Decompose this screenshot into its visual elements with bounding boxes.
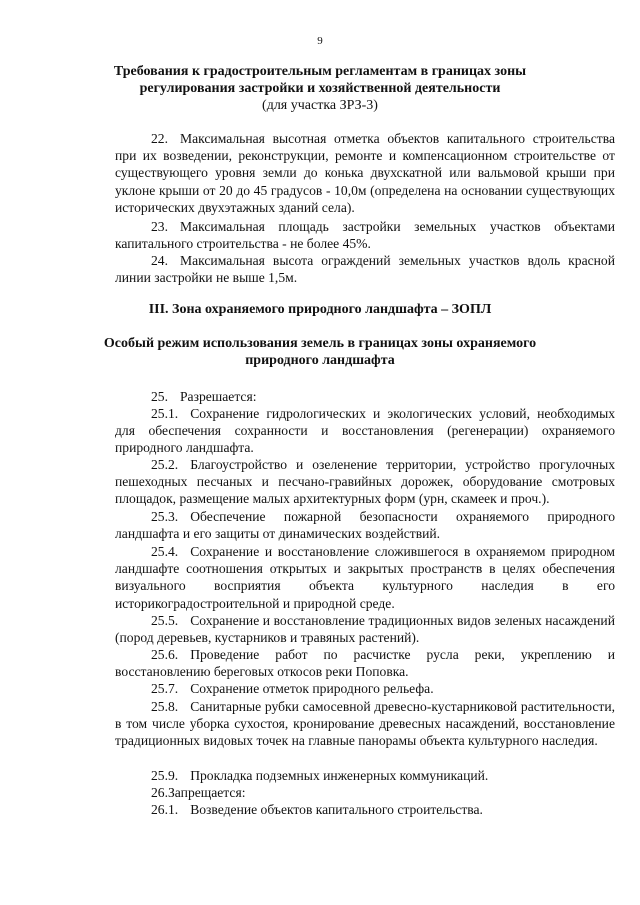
paragraph-25-5 xyxy=(115,612,615,646)
paragraph-text: Благоустройство и озеленение территории, устройство прогулочных пешеходных песчаных и песчано-гравийных дорожек, оборудование смотровых площадок, размещение малых архитектурных форм (урн, скамеек и проч.). xyxy=(115,457,615,507)
paragraph-number: 24. xyxy=(151,253,168,268)
paragraph-25-4 xyxy=(115,543,615,612)
paragraph-text: Максимальная высотная отметка объектов капитального строительства при их возведении, реконструкции, ремонте и компенсационном строительстве от существующего уровня земли до конька двухскатной или вальмовой крыши при уклоне крыши от 20 до 45 градусов - 10,0м (определена на основании существующих исторических двухэтажных зданий села). xyxy=(115,131,615,215)
section-title-line-2: регулирования застройки и хозяйственной деятельности xyxy=(139,81,501,96)
paragraph-25-9 xyxy=(115,767,615,784)
paragraph-text: Сохранение и восстановление сложившегося в охраняемом природном ландшафте соотношения открытых и закрытых пространств в целях обеспечения визуального восприятия объекта культурного наследия в его историкоградостроительной и природной среде. xyxy=(115,544,615,611)
paragraph-25-6 xyxy=(115,646,615,680)
paragraph-26 xyxy=(115,784,615,801)
paragraph-number: 23. xyxy=(151,219,168,234)
paragraph-number: 25.1. xyxy=(151,406,179,421)
page-number: 9 xyxy=(317,35,323,47)
paragraph-text: Обеспечение пожарной безопасности охраняемого природного ландшафта и его защиты от динамических воздействий. xyxy=(115,509,615,542)
paragraph-text: Прокладка подземных инженерных коммуникаций. xyxy=(190,768,489,783)
paragraph-25-7 xyxy=(115,680,615,697)
paragraph-number: 25.8. xyxy=(151,699,179,714)
paragraph-23 xyxy=(115,218,615,252)
paragraph-25-8 xyxy=(115,698,615,750)
zone-subtitle-line-1: Особый режим использования земель в границах зоны охраняемого xyxy=(103,336,537,351)
paragraph-text: Проведение работ по расчистке русла реки, укреплению и восстановлению береговых откосов реки Поповка. xyxy=(115,647,615,680)
paragraph-text: Сохранение и восстановление традиционных видов зеленых насаждений (пород деревьев, кустарников и травяных растений). xyxy=(115,613,615,646)
paragraph-26-1 xyxy=(115,801,615,818)
paragraph-number: 25.2. xyxy=(151,457,179,472)
section-subtitle: (для участка ЗРЗ-3) xyxy=(262,98,378,113)
paragraph-number: 25.9. xyxy=(151,768,179,783)
paragraph-text: Сохранение отметок природного рельефа. xyxy=(190,681,434,696)
paragraph-number: 25.3. xyxy=(151,509,179,524)
paragraph-text: Максимальная высота ограждений земельных участков вдоль красной линии застройки не выше 1,5м. xyxy=(115,253,615,286)
paragraph-text: Санитарные рубки самосевной древесно-кустарниковой растительности, в том числе уборка сухостоя, кронирование древесных насаждений, восстановление традиционных видовых точек на главные панорамы объекта культурного наследия. xyxy=(115,699,615,749)
paragraph-25-2 xyxy=(115,456,615,508)
paragraph-number: 26.1. xyxy=(151,802,179,817)
paragraph-number: 25.4. xyxy=(151,544,179,559)
section-title-line-1: Требования к градостроительным регламентам в границах зоны xyxy=(113,64,527,79)
paragraph-number: 25.7. xyxy=(151,681,179,696)
paragraph-text: Возведение объектов капитального строительства. xyxy=(190,802,483,817)
paragraph-text: Максимальная площадь застройки земельных участков объектами капитального строительства - не более 45%. xyxy=(115,219,615,252)
paragraph-25 xyxy=(115,388,615,405)
zone-subtitle-line-2: природного ландшафта xyxy=(245,353,395,368)
paragraph-25-1 xyxy=(115,405,615,457)
paragraph-number: 25. xyxy=(151,389,168,404)
paragraph-number: 25.5. xyxy=(151,613,179,628)
paragraph-number: 22. xyxy=(151,131,168,146)
paragraph-number: 25.6. xyxy=(151,647,179,662)
paragraph-number: 26. xyxy=(151,785,168,800)
zone-title: III. Зона охраняемого природного ландшафта – ЗОПЛ xyxy=(148,302,492,317)
paragraph-text: Запрещается: xyxy=(168,785,246,800)
paragraph-22 xyxy=(115,130,615,216)
paragraph-text: Разрешается: xyxy=(180,389,257,404)
paragraph-24 xyxy=(115,252,615,286)
paragraph-25-3 xyxy=(115,508,615,542)
paragraph-text: Сохранение гидрологических и экологических условий, необходимых для обеспечения сохранности и восстановления (регенерации) охраняемого природного ландшафта. xyxy=(115,406,615,456)
